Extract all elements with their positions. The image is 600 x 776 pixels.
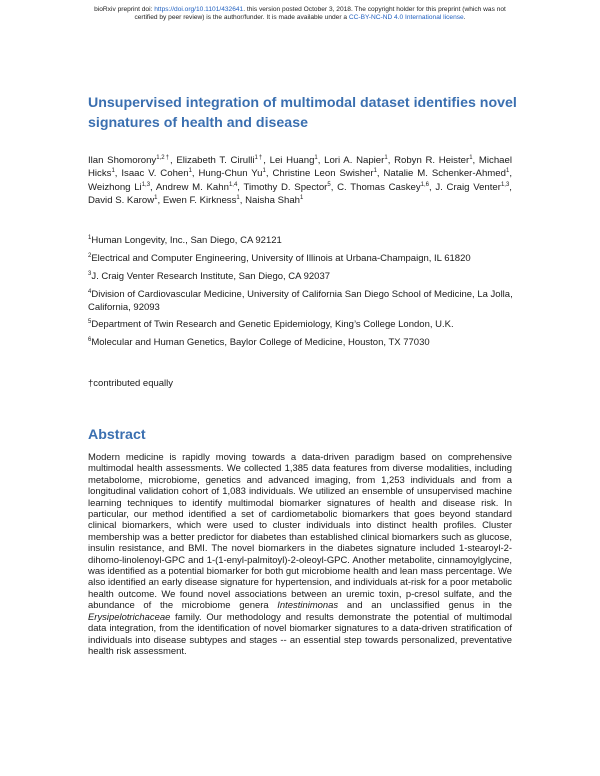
author-name: Hung-Chun Yu bbox=[198, 168, 263, 180]
author bbox=[394, 155, 472, 166]
doi-link[interactable]: https://doi.org/10.1101/432641 bbox=[154, 6, 244, 13]
affiliation-5 bbox=[88, 318, 516, 331]
author-name: Ewen F. Kirkness bbox=[162, 195, 237, 207]
abstract-text: family. Our methodology and results demonstrate the potential of multimodal data integration, from the identification of novel biomarker signatures to a data-driven stratification of individuals into disease subtypes and stages -- an essential step towards personalized, preventative health risk assessment. bbox=[88, 611, 512, 657]
author-name: Weizhong Li bbox=[88, 181, 142, 193]
author bbox=[199, 168, 266, 179]
author-name: C. Thomas Caskey bbox=[337, 181, 421, 193]
affiliation-marker: 6 bbox=[88, 336, 92, 343]
author bbox=[176, 155, 263, 166]
preprint-notice-text: certified by peer review) is the author/funder. It is made available under a bbox=[134, 14, 349, 22]
affiliation-text: Department of Twin Research and Genetic Epidemiology, King’s College London, U.K. bbox=[91, 319, 454, 330]
affiliation-6 bbox=[88, 336, 516, 349]
author-name: J. Craig Venter bbox=[435, 181, 501, 193]
abstract-text: Modern medicine is rapidly moving towards a data-driven paradigm based on comprehensive multimodal health assessments. We collected 1,385 data features from diverse modalities, including metabolome, microbiome, genetics and advanced imaging, from 1,253 individuals and from a longitudinal validation cohort of 1,083 individuals. We utilized an ensemble of unsupervised machine learning techniques to identify multimodal biomarker signatures of health and disease risk. In particular, our method identified a set of cardiometabolic biomarkers that goes beyond standard clinical biomarkers, which were used to cluster individuals into distinct health profiles. Cluster membership was a better predictor for diabetes than established clinical biomarkers such as glucose, insulin resistance, and BMI. The novel biomarkers in the diabetes signature included 1-stearoyl-2-dihomo-linolenoyl-GPC and 1-(1-enyl-palmitoyl)-2-oleoyl-GPC. Another metabolite, cinnamoylglycine, was identified as a potential biomarker for both gut microbiome health and lean mass percentage. We also identified an early disease signature for hypertension, and individuals at-risk for a poor metabolic health outcome. We found novel associations between an uremic toxin, p-cresol sulfate, and the abundance of the microbiome genera bbox=[88, 452, 512, 612]
affiliation-marker: 5 bbox=[88, 318, 92, 325]
affiliation-text: Molecular and Human Genetics, Baylor College of Medicine, Houston, TX 77030 bbox=[91, 337, 430, 348]
author-affiliation-marker: 1 bbox=[236, 195, 240, 202]
author-name: David S. Karow bbox=[88, 195, 155, 207]
affiliation-text: J. Craig Venter Research Institute, San Diego, CA 92037 bbox=[91, 271, 331, 282]
author-affiliation-marker: 1,3 bbox=[500, 181, 510, 188]
preprint-notice bbox=[30, 6, 570, 23]
author-affiliation-marker: 1 bbox=[188, 168, 192, 175]
preprint-notice-text: . this version posted October 3, 2018. The copyright holder for this preprint (which was not bbox=[243, 6, 506, 13]
author-affiliation-marker: 1 bbox=[300, 195, 304, 202]
preprint-notice-line2 bbox=[30, 14, 570, 22]
author bbox=[272, 168, 376, 179]
author-name: Robyn R. Heister bbox=[394, 155, 470, 166]
affiliation-1 bbox=[88, 234, 516, 247]
license-link[interactable]: CC-BY-NC-ND 4.0 International license bbox=[348, 14, 464, 22]
author-affiliation-marker: 5 bbox=[327, 181, 331, 188]
abstract-text: and an unclassified genus in the bbox=[338, 600, 513, 612]
affiliation-marker: 3 bbox=[88, 270, 92, 277]
affiliation-marker: 1 bbox=[88, 234, 92, 241]
affiliation-text: Division of Cardiovascular Medicine, University of California San Diego School of Medicine, La Jolla, California, 92093 bbox=[88, 289, 513, 313]
author-affiliation-marker: 1 bbox=[111, 168, 115, 175]
author-name: Elizabeth T. Cirulli bbox=[176, 155, 255, 166]
author-affiliation-marker: 1,3 bbox=[141, 181, 151, 188]
author-list: Ilan Shomorony$^{1,2\dagger}$, Elizabeth T. Cirulli$^{1\dagger}$, Lei Huang$^1$, Lori A. Napier$^1$, Robyn R. Heister$^1$, Michael Hicks$^1$, Isaac V. Cohen$^1$, Hung-Chun Yu$^1$, Christine Leon Swisher$^1$, Natalie M. Schenker-Ahmed$^1$, Weizhong Li$^{1,3}$, Andrew M. Kahn$^{1,4}$, Timothy D. Spector$^5$, C. Thomas Caskey$^{1,6}$, J. Craig Venter$^{1,3}$, David S. Karow$^1$, Ewen F. Kirkness$^1$, Naisha Shah$^1$ bbox=[88, 154, 512, 207]
author-affiliation-marker: 1 bbox=[384, 154, 388, 161]
author bbox=[156, 182, 237, 193]
author bbox=[270, 155, 318, 166]
author-affiliation-marker: 1 bbox=[505, 168, 510, 175]
author-name: Naisha Shah bbox=[245, 195, 301, 207]
contributed-equally-note: †contributed equally bbox=[88, 378, 174, 389]
author-affiliation-marker: 1 bbox=[154, 195, 158, 202]
author-name: Ilan Shomorony bbox=[88, 155, 157, 166]
affiliation-3 bbox=[88, 270, 516, 283]
author bbox=[245, 195, 303, 206]
author bbox=[88, 195, 157, 206]
author-name: Andrew M. Kahn bbox=[155, 181, 229, 193]
author bbox=[88, 155, 170, 166]
abstract-genus-name: Intestinimonas bbox=[277, 600, 339, 612]
author bbox=[88, 182, 150, 193]
preprint-notice-line1 bbox=[30, 6, 570, 14]
affiliation-marker: 4 bbox=[88, 288, 92, 295]
author bbox=[324, 155, 388, 166]
affiliation-marker: 2 bbox=[88, 252, 92, 259]
preprint-notice-text: . bbox=[463, 14, 466, 22]
affiliation-text: Human Longevity, Inc., San Diego, CA 92121 bbox=[91, 235, 282, 246]
author bbox=[163, 195, 240, 206]
author-name: Lori A. Napier bbox=[324, 155, 385, 166]
preprint-notice-text: bioRxiv preprint doi: bbox=[94, 6, 155, 13]
author-name: Lei Huang bbox=[269, 155, 315, 166]
paper-title: Unsupervised integration of multimodal dataset identifies novel signatures of health and disease bbox=[88, 95, 517, 131]
author bbox=[244, 182, 331, 193]
author bbox=[337, 182, 429, 193]
author-name: Natalie M. Schenker-Ahmed bbox=[383, 168, 506, 180]
author bbox=[121, 168, 192, 179]
author-affiliation-marker: 1,2† bbox=[156, 154, 170, 161]
author-name: Timothy D. Spector bbox=[243, 181, 328, 193]
author-affiliation-marker: 1† bbox=[254, 154, 264, 161]
author-affiliation-marker: 1 bbox=[262, 168, 266, 175]
affiliation-2 bbox=[88, 252, 516, 265]
affiliation-text: Electrical and Computer Engineering, University of Illinois at Urbana-Champaign, IL 61820 bbox=[91, 253, 471, 264]
author-affiliation-marker: 1,6 bbox=[420, 181, 429, 188]
author-affiliation-marker: 1 bbox=[469, 154, 473, 161]
author-name: Isaac V. Cohen bbox=[121, 168, 189, 180]
affiliation-4 bbox=[88, 288, 516, 314]
abstract-heading: Abstract bbox=[88, 427, 146, 443]
author bbox=[435, 182, 509, 193]
author-name: Christine Leon Swisher bbox=[272, 168, 374, 180]
abstract-family-name: Erysipelotrichaceae bbox=[88, 611, 171, 623]
author-affiliation-marker: 1,4 bbox=[228, 181, 238, 188]
author bbox=[384, 168, 510, 179]
abstract-body bbox=[88, 452, 512, 657]
author-affiliation-marker: 1 bbox=[314, 154, 318, 161]
author-name: Michael Hicks bbox=[88, 155, 512, 180]
author-affiliation-marker: 1 bbox=[373, 168, 377, 175]
